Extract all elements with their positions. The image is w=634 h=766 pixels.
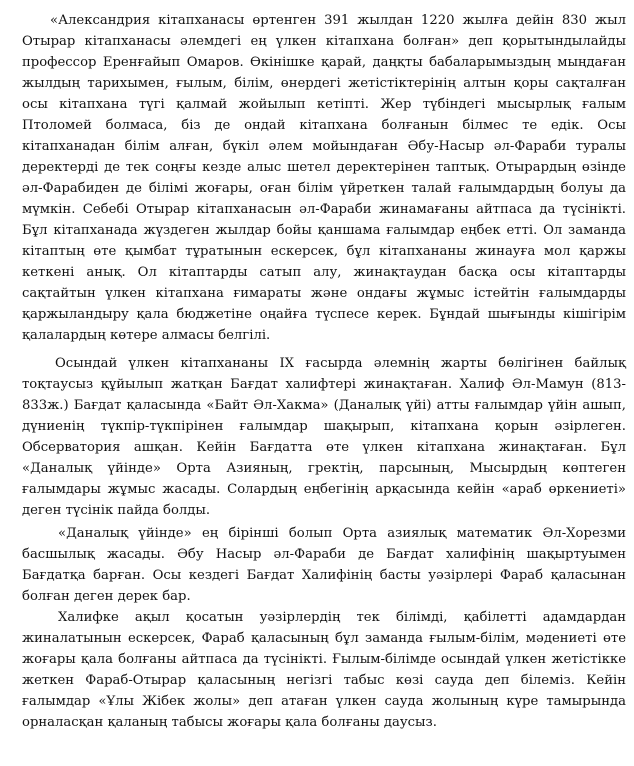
- paragraph-alexandria-otrar-library: «Александрия кітапханасы өртенген 391 жылдан 1220 жылға дейін 830 жыл Отырар кітапханасы әлемдегі ең үлкен кітапхана болған» деп қорытындылайды профессор Еренғайып Омаров. Өкінішке қарай, даңқты бабаларымыздың мыңдаған жылдың тарихымен, ғылым, білім, өнердегі жетістіктерінің алтын қоры сақталған осы кітапхана түгі қалмай жойылып кетіпті. Жер түбіндегі мысырлық ғалым Птоломей болмаса, біз де ондай кітапхана болғанын білмес те едік. Осы кітапханадан білім алған, бүкіл әлем мойындаған Әбу-Насыр әл-Фараби туралы деректерді де тек соңғы кезде алыс шетел деректерінен таптық. Отырардың өзінде әл-Фарабиден де білімі жоғары, оған білім үйреткен талай ғалымдардың болуы да мүмкін. Себебі Отырар кітапханасын әл-Фараби жинамағаны айтпаса да түсінікті. Бұл кітапханада жүздеген жылдар бойы қаншама ғалымдар еңбек етті. Ол заманда кітаптың өте қымбат тұратынын ескерсек, бұл кітапхананы жинауға мол қаржы кеткені анық. Ол кітаптарды сатып алу, жинақтаудан басқа осы кітаптарды сақтайтын үлкен кітапхана ғимараты және ондағы жұмыс істейтін ғалымдарды қаржыландыру қала бюджетіне оңайға түспесе керек. Бұндай шығынды кішігірім қалалардың көтере алмасы белгілі.: [22, 13, 626, 343]
- paragraph-al-khwarizmi-al-farabi: «Даналық үйінде» ең бірінші болып Орта азиялық математик Әл-Хорезми басшылық жасады. Әбу Насыр әл-Фараби де Бағдат халифінің шақыртуымен Бағдатқа барған. Осы кездегі Бағдат Халифінің басты уәзірлері Фараб қаласынан болған деген дерек бар.: [22, 526, 626, 604]
- paragraph-farab-otrar-trade: Халифке ақыл қосатын уәзірлердің тек білімді, қабілетті адамдардан жиналатынын ескерсек, Фараб қаласының бұл заманда ғылым-білім, мәдениеті өте жоғары қала болғаны айтпаса да түсінікті. Ғылым-білімде осындай үлкен жетістікке жеткен Фараб-Отырар қаласының негізгі табыс көзі сауда деп білеміз. Кейін ғалымдар «Ұлы Жібек жолы» деп атаған үлкен сауда жолының күре тамырында орналасқан қаланың табысы жоғары қала болғаны даусыз.: [22, 610, 626, 730]
- paragraph-baghdad-house-of-wisdom: Осындай үлкен кітапхананы IX ғасырда әлемнің жарты бөлігінен байлық тоқтаусыз құйылып жатқан Бағдат халифтері жинақтаған. Халиф Әл-Мамун (813-833ж.) Бағдат қаласында «Байт Әл-Хакма» (Даналық үйі) атты ғалымдар үйін ашып, дүниенің түкпір-түкпірінен ғалымдар шақырып, кітапхана қорын әзірлеген. Обсерватория ашқан. Кейін Бағдатта өте үлкен кітапхана жинақтаған. Бұл «Даналық үйінде» Орта Азияның, гректің, парсының, Мысырдың көптеген ғалымдары жұмыс жасады. Солардың еңбегінің арқасында кейін «араб өркениеті» деген түсінік пайда болды.: [22, 356, 626, 518]
